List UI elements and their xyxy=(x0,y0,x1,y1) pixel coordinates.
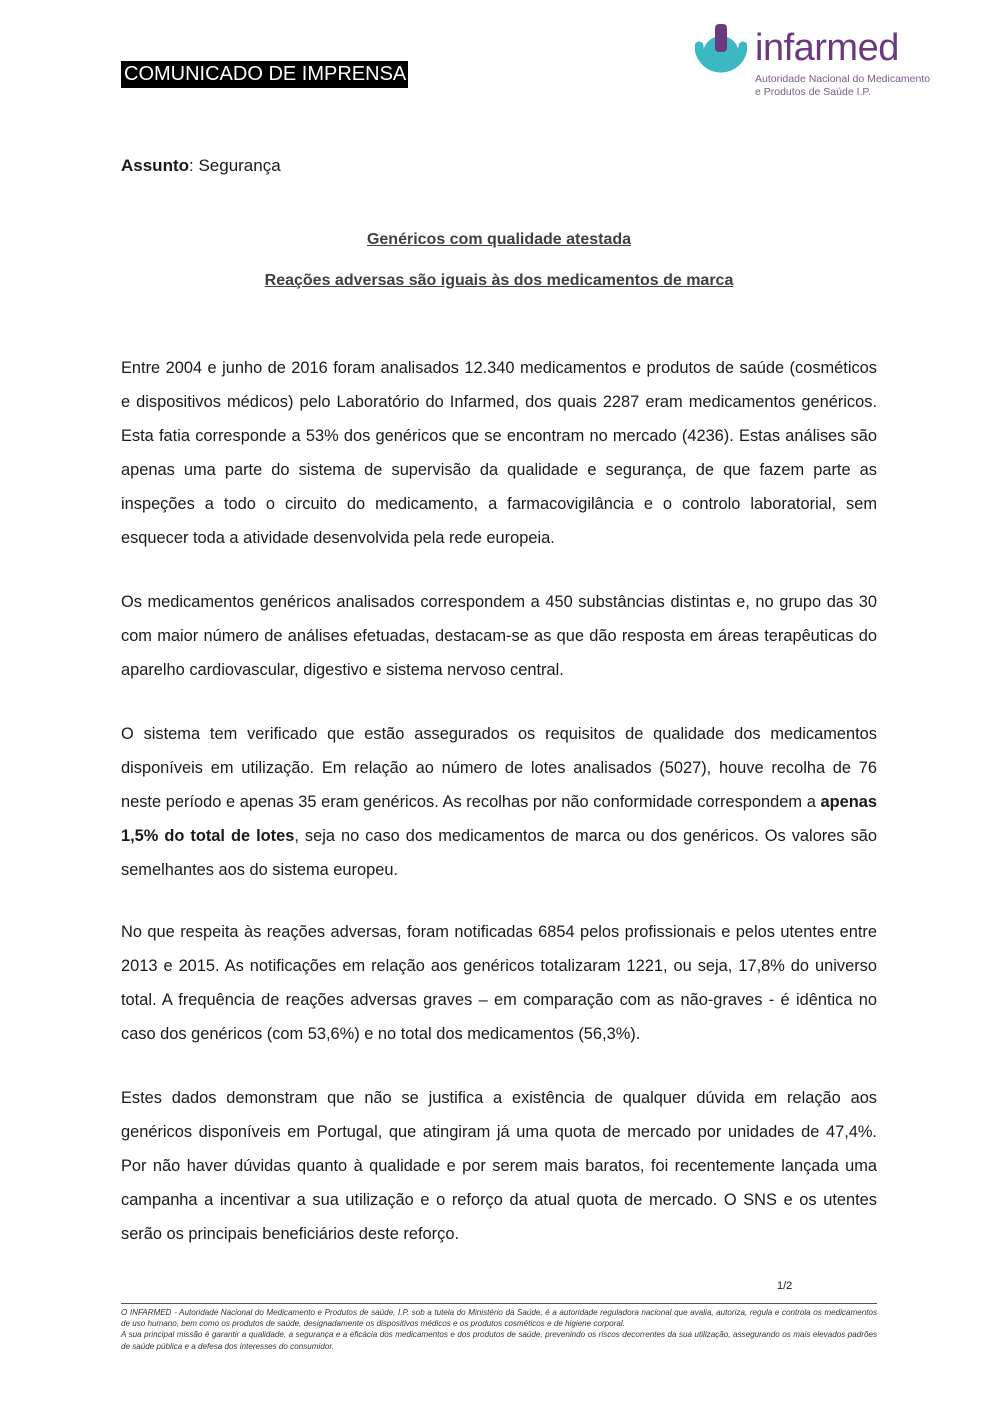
page-number: 1/2 xyxy=(777,1280,793,1292)
paragraph-4: No que respeita às reações adversas, foram notificadas 6854 pelos profissionais e pelos utentes entre 2013 e 2015. As notificações em relação aos genéricos totalizaram 1221, ou seja, 17,8% do universo total. A frequência de reações adversas graves – em comparação com as não-graves - é idêntica no caso dos genéricos (com 53,6%) e no total dos medicamentos (56,3%). xyxy=(121,923,877,1043)
logo-wordmark: infarmed xyxy=(755,27,899,69)
press-release-label: COMUNICADO DE IMPRENSA xyxy=(121,61,408,88)
infarmed-logo xyxy=(695,24,931,100)
logo-tagline-line-2: e Produtos de Saúde I.P. xyxy=(755,85,871,98)
subject-line xyxy=(121,154,281,178)
subject-value: : Segurança xyxy=(189,156,281,175)
footer-line-1: O INFARMED - Autoridade Nacional do Medicamento e Produtos de saúde, I.P. sob a tutela do Ministério da Saúde, é a autoridade reguladora nacional que avalia, autoriza, regula e controla os medicamentos de uso humano, bem como os produtos de saúde, designadamente os dispositivos médicos e os produtos cosméticos e de higiene corporal. xyxy=(121,1308,877,1329)
infarmed-logo-icon xyxy=(695,24,747,80)
paragraph-3 xyxy=(121,717,877,887)
footer-disclaimer xyxy=(121,1307,877,1352)
headline-title: Genéricos com qualidade atestada xyxy=(366,231,632,248)
paragraph-3-text-b: , seja no caso dos medicamentos de marca ou dos genéricos. Os valores são semelhantes aos do sistema europeu. xyxy=(121,827,877,879)
paragraph-3-highlight: apenas 1,5% do total de lotes xyxy=(121,793,877,845)
logo-tagline-line-1: Autoridade Nacional do Medicamento xyxy=(755,73,931,85)
paragraph-3-text-a: O sistema tem verificado que estão assegurados os requisitos de qualidade dos medicamentos disponíveis em utilização. Em relação ao número de lotes analisados (5027), houve recolha de 76 neste período e apenas 35 eram genéricos. As recolhas por não conformidade correspondem a xyxy=(121,725,877,811)
paragraph-5: Estes dados demonstram que não se justifica a existência de qualquer dúvida em relação aos genéricos disponíveis em Portugal, que atingiram já uma quota de mercado por unidades de 47,4%. Por não haver dúvidas quanto à qualidade e por serem mais baratos, foi recentemente lançada uma campanha a incentivar a sua utilização e o reforço da atual quota de mercado. O SNS e os utentes serão os principais beneficiários deste reforço. xyxy=(121,1089,877,1243)
paragraph-1: Entre 2004 e junho de 2016 foram analisados 12.340 medicamentos e produtos de saúde (cosméticos e dispositivos médicos) pelo Laboratório do Infarmed, dos quais 2287 eram medicamentos genéricos. Esta fatia corresponde a 53% dos genéricos que se encontram no mercado (4236). Estas análises são apenas uma parte do sistema de supervisão da qualidade e segurança, de que fazem parte as inspeções a todo o circuito do medicamento, a farmacovigilância e o controlo laboratorial, sem esquecer toda a atividade desenvolvida pela rede europeia. xyxy=(121,359,877,547)
footer-line-2: A sua principal missão é garantir a qualidade, a segurança e a eficácia dos medicamentos e dos produtos de saúde, prevenindo os riscos decorrentes da sua utilização, assegurando os mais elevados padrões de saúde pública e a defesa dos interesses do consumidor. xyxy=(121,1330,877,1351)
logo-tagline xyxy=(755,73,930,98)
headline-subtitle: Reações adversas são iguais às dos medicamentos de marca xyxy=(264,272,734,289)
subject-label: Assunto xyxy=(121,156,189,175)
paragraph-2: Os medicamentos genéricos analisados correspondem a 450 substâncias distintas e, no grupo das 30 com maior número de análises efetuadas, destacam-se as que dão resposta em áreas terapêuticas do aparelho cardiovascular, digestivo e sistema nervoso central. xyxy=(121,593,877,679)
footer-divider xyxy=(121,1303,877,1304)
